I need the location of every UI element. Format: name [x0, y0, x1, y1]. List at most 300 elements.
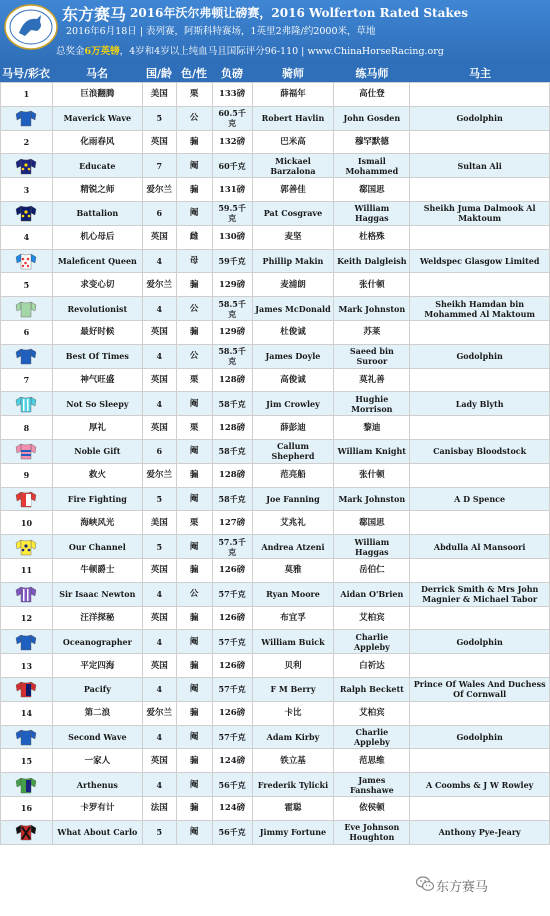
horse-number: 2: [1, 130, 53, 154]
horse-number: 11: [1, 558, 53, 582]
horse-cn-name: 汪洋探秘: [52, 606, 142, 630]
horse-color: 骟: [176, 606, 212, 630]
horse-country: 英国: [142, 320, 176, 344]
horse-color: 栗: [176, 511, 212, 535]
owner-cn-cell: [410, 654, 550, 678]
jockey-cn-name: 薛福年: [252, 83, 334, 107]
horse-sex: 公: [176, 344, 212, 368]
horse-color: 栗: [176, 83, 212, 107]
horse-age: 4: [142, 773, 176, 797]
racing-silk-icon: [1, 725, 53, 749]
horse-country: 爱尔兰: [142, 701, 176, 725]
horse-country: 英国: [142, 368, 176, 392]
owner-cn-cell: [410, 368, 550, 392]
jockey-en-name: James Doyle: [252, 344, 334, 368]
horse-age: 5: [142, 487, 176, 511]
owner-cn-cell: [410, 796, 550, 820]
horse-number: 8: [1, 416, 53, 440]
jockey-en-name: Ryan Moore: [252, 582, 334, 606]
owner-name: Lady Blyth: [410, 392, 550, 416]
jockey-cn-name: 麦坚: [252, 225, 334, 249]
racing-silk-icon: [1, 582, 53, 606]
header-banner: [0, 0, 550, 62]
race-subtitle: 2016年6月18日 | 表列赛，阿斯科特赛场，1英里2弗隆/约2000米，草地: [66, 26, 376, 37]
horse-number: 7: [1, 368, 53, 392]
horse-age: 4: [142, 344, 176, 368]
horse-cn-name: 化雨春风: [52, 130, 142, 154]
racing-silk-icon: [1, 249, 53, 273]
horse-cn-name: 神气旺盛: [52, 368, 142, 392]
horse-sex: 阉: [176, 439, 212, 463]
horse-weight-lbs: 124磅: [212, 749, 252, 773]
prize-prefix: 总奖金: [56, 46, 85, 57]
horse-sex: 阉: [176, 535, 212, 559]
horse-row-cn: [1, 83, 550, 107]
horse-country: 法国: [142, 796, 176, 820]
logo-emblem-icon: [3, 3, 59, 51]
horse-color: 骟: [176, 320, 212, 344]
horse-weight-kg: 59千克: [212, 249, 252, 273]
owner-cn-cell: [410, 416, 550, 440]
trainer-en-name: Mark Johnston: [334, 297, 410, 321]
col-jockey: 骑师: [282, 67, 304, 80]
horse-sex: 阉: [176, 201, 212, 225]
horse-color: 骟: [176, 796, 212, 820]
horse-weight-kg: 56千克: [212, 773, 252, 797]
owner-name: Canisbay Bloodstock: [410, 439, 550, 463]
trainer-cn-name: 莫礼善: [334, 368, 410, 392]
trainer-en-name: John Gosden: [334, 106, 410, 130]
owner-name: Godolphin: [410, 106, 550, 130]
horse-weight-lbs: 130磅: [212, 225, 252, 249]
horse-country: 爱尔兰: [142, 178, 176, 202]
owner-cn-cell: [410, 273, 550, 297]
horse-row-en: [1, 154, 550, 178]
horse-row-cn: [1, 511, 550, 535]
owner-cn-cell: [410, 749, 550, 773]
horse-age: 5: [142, 820, 176, 844]
trainer-en-name: Mark Johnston: [334, 487, 410, 511]
horse-en-name: Pacify: [52, 677, 142, 701]
horse-sex: 公: [176, 297, 212, 321]
horse-country: 美国: [142, 83, 176, 107]
horse-row-cn: [1, 654, 550, 678]
trainer-en-name: Keith Dalgleish: [334, 249, 410, 273]
racing-silk-icon: [1, 773, 53, 797]
horse-weight-lbs: 127磅: [212, 511, 252, 535]
horse-row-cn: [1, 416, 550, 440]
horse-color: 骟: [176, 654, 212, 678]
horse-en-name: Maleficent Queen: [52, 249, 142, 273]
trainer-en-name: William Knight: [334, 439, 410, 463]
horse-age: 4: [142, 392, 176, 416]
racing-silk-icon: [1, 439, 53, 463]
owner-cn-cell: [410, 558, 550, 582]
horse-row-cn: [1, 320, 550, 344]
horse-sex: 公: [176, 106, 212, 130]
trainer-en-name: Hughie Morrison: [334, 392, 410, 416]
horse-cn-name: 最好时候: [52, 320, 142, 344]
horse-row-en: [1, 535, 550, 559]
owner-cn-cell: [410, 83, 550, 107]
horse-color: 栗: [176, 368, 212, 392]
horse-color: 雌: [176, 225, 212, 249]
horse-color: 骟: [176, 130, 212, 154]
horse-cn-name: 精锐之师: [52, 178, 142, 202]
horse-row-en: [1, 773, 550, 797]
horse-color: 骟: [176, 463, 212, 487]
horse-color: 骟: [176, 749, 212, 773]
horse-weight-lbs: 126磅: [212, 654, 252, 678]
horse-row-cn: [1, 273, 550, 297]
horse-sex: 阉: [176, 487, 212, 511]
owner-name: Anthony Pye-Jeary: [410, 820, 550, 844]
owner-name: Godolphin: [410, 344, 550, 368]
jockey-cn-name: 薛彭迪: [252, 416, 334, 440]
trainer-en-name: James Fanshawe: [334, 773, 410, 797]
horse-row-cn: [1, 178, 550, 202]
horse-weight-lbs: 126磅: [212, 606, 252, 630]
horse-age: 4: [142, 677, 176, 701]
trainer-cn-name: 白祈达: [334, 654, 410, 678]
horse-sex: 母: [176, 249, 212, 273]
horse-number: 13: [1, 654, 53, 678]
trainer-en-name: Ismail Mohammed: [334, 154, 410, 178]
horse-color: 骟: [176, 558, 212, 582]
owner-name: Sheikh Juma Dalmook Al Maktoum: [410, 201, 550, 225]
trainer-cn-name: 艾柏宾: [334, 701, 410, 725]
horse-sex: 阉: [176, 630, 212, 654]
owner-name: Sheikh Hamdan bin Mohammed Al Maktoum: [410, 297, 550, 321]
horse-row-en: [1, 582, 550, 606]
horse-cn-name: 平定四海: [52, 654, 142, 678]
trainer-en-name: Aidan O'Brien: [334, 582, 410, 606]
wechat-icon: [416, 876, 434, 892]
horse-cn-name: 卡罗有计: [52, 796, 142, 820]
horse-en-name: Noble Gift: [52, 439, 142, 463]
horse-en-name: Arthenus: [52, 773, 142, 797]
horse-weight-kg: 58千克: [212, 439, 252, 463]
prize-suffix: ，4岁和4岁以上纯血马且国际评分96-110 | www.ChinaHorseRacing.org: [119, 46, 444, 57]
owner-name: Sultan Ali: [410, 154, 550, 178]
jockey-cn-name: 艾兆礼: [252, 511, 334, 535]
racing-silk-icon: [1, 201, 53, 225]
owner-name: Weldspec Glasgow Limited: [410, 249, 550, 273]
jockey-en-name: Callum Shepherd: [252, 439, 334, 463]
horse-number: 1: [1, 83, 53, 107]
trainer-cn-name: 杜格殊: [334, 225, 410, 249]
jockey-cn-name: 布宜孚: [252, 606, 334, 630]
horse-row-cn: [1, 606, 550, 630]
horse-number: 6: [1, 320, 53, 344]
horse-number: 14: [1, 701, 53, 725]
racing-silk-icon: [1, 535, 53, 559]
jockey-cn-name: 巴米高: [252, 130, 334, 154]
jockey-en-name: Joe Fanning: [252, 487, 334, 511]
horse-number: 16: [1, 796, 53, 820]
horse-sex: 阉: [176, 773, 212, 797]
horse-age: 6: [142, 439, 176, 463]
horse-cn-name: 一家人: [52, 749, 142, 773]
horse-number: 5: [1, 273, 53, 297]
horse-row-en: [1, 249, 550, 273]
racing-silk-icon: [1, 630, 53, 654]
col-country-age: 国/龄: [145, 67, 173, 80]
brand-name: 东方赛马: [62, 5, 127, 24]
col-horse: 马名: [86, 67, 108, 80]
trainer-cn-name: 郗国思: [334, 178, 410, 202]
trainer-en-name: Ralph Beckett: [334, 677, 410, 701]
horse-row-cn: [1, 749, 550, 773]
horse-color: 栗: [176, 416, 212, 440]
horse-number: 4: [1, 225, 53, 249]
horse-en-name: What About Carlo: [52, 820, 142, 844]
trainer-cn-name: 苏莱: [334, 320, 410, 344]
trainer-cn-name: 依侯顿: [334, 796, 410, 820]
col-number: 马号/彩衣: [1, 67, 51, 80]
horse-cn-name: 牛顿爵士: [52, 558, 142, 582]
horse-country: 英国: [142, 558, 176, 582]
jockey-cn-name: 郭善佳: [252, 178, 334, 202]
trainer-cn-name: 艾柏宾: [334, 606, 410, 630]
owner-cn-cell: [410, 463, 550, 487]
owner-cn-cell: [410, 511, 550, 535]
jockey-cn-name: 卡比: [252, 701, 334, 725]
horse-en-name: Second Wave: [52, 725, 142, 749]
horse-weight-lbs: 128磅: [212, 416, 252, 440]
horse-weight-lbs: 131磅: [212, 178, 252, 202]
horse-age: 4: [142, 297, 176, 321]
trainer-cn-name: 范思维: [334, 749, 410, 773]
jockey-cn-name: 杜俊诚: [252, 320, 334, 344]
jockey-en-name: F M Berry: [252, 677, 334, 701]
horse-color: 骟: [176, 701, 212, 725]
horse-row-en: [1, 677, 550, 701]
trainer-en-name: Charlie Appleby: [334, 630, 410, 654]
horse-cn-name: 海峡风光: [52, 511, 142, 535]
trainer-cn-name: 黎迪: [334, 416, 410, 440]
horse-sex: 阉: [176, 677, 212, 701]
horse-sex: 阉: [176, 725, 212, 749]
horse-weight-kg: 57.5千克: [212, 535, 252, 559]
horse-en-name: Battalion: [52, 201, 142, 225]
horse-sex: 阉: [176, 820, 212, 844]
col-color-sex: 色/性: [180, 67, 208, 80]
horse-weight-kg: 58.5千克: [212, 344, 252, 368]
column-header-row: [0, 62, 550, 82]
jockey-cn-name: 铁立基: [252, 749, 334, 773]
horse-en-name: Maverick Wave: [52, 106, 142, 130]
horse-en-name: Sir Isaac Newton: [52, 582, 142, 606]
trainer-cn-name: 穆罕默德: [334, 130, 410, 154]
horse-cn-name: 第二浪: [52, 701, 142, 725]
racing-silk-icon: [1, 820, 53, 844]
horse-en-name: Not So Sleepy: [52, 392, 142, 416]
horse-sex: 阉: [176, 154, 212, 178]
racing-silk-icon: [1, 392, 53, 416]
horse-country: 爱尔兰: [142, 273, 176, 297]
horse-country: 英国: [142, 130, 176, 154]
jockey-en-name: Robert Havlin: [252, 106, 334, 130]
horse-weight-lbs: 124磅: [212, 796, 252, 820]
horse-weight-kg: 58千克: [212, 392, 252, 416]
owner-cn-cell: [410, 178, 550, 202]
racing-silk-icon: [1, 106, 53, 130]
horse-sex: 阉: [176, 392, 212, 416]
jockey-en-name: Phillip Makin: [252, 249, 334, 273]
horse-weight-kg: 57千克: [212, 630, 252, 654]
horse-weight-lbs: 128磅: [212, 368, 252, 392]
horse-row-en: [1, 630, 550, 654]
horse-en-name: Oceanographer: [52, 630, 142, 654]
trainer-cn-name: 岳伯仁: [334, 558, 410, 582]
horse-weight-lbs: 126磅: [212, 558, 252, 582]
owner-cn-cell: [410, 606, 550, 630]
owner-name: A Coombs & J W Rowley: [410, 773, 550, 797]
horse-weight-lbs: 132磅: [212, 130, 252, 154]
jockey-cn-name: 贝利: [252, 654, 334, 678]
horse-cn-name: 救火: [52, 463, 142, 487]
horse-row-cn: [1, 368, 550, 392]
horse-age: 4: [142, 582, 176, 606]
trainer-en-name: William Haggas: [334, 201, 410, 225]
horse-country: 英国: [142, 749, 176, 773]
horse-row-en: [1, 487, 550, 511]
col-weight: 负磅: [221, 67, 243, 80]
racing-silk-icon: [1, 344, 53, 368]
horse-row-cn: [1, 796, 550, 820]
horse-en-name: Fire Fighting: [52, 487, 142, 511]
trainer-en-name: Saeed bin Suroor: [334, 344, 410, 368]
horse-weight-kg: 60千克: [212, 154, 252, 178]
horse-row-en: [1, 201, 550, 225]
jockey-en-name: Adam Kirby: [252, 725, 334, 749]
trainer-en-name: Eve Johnson Houghton: [334, 820, 410, 844]
horse-color: 骟: [176, 273, 212, 297]
horse-cn-name: 厚礼: [52, 416, 142, 440]
trainer-cn-name: 张什顿: [334, 463, 410, 487]
horse-row-en: [1, 725, 550, 749]
horse-country: 英国: [142, 416, 176, 440]
owner-cn-cell: [410, 225, 550, 249]
horse-cn-name: 求变心切: [52, 273, 142, 297]
horse-row-cn: [1, 701, 550, 725]
horse-color: 骟: [176, 178, 212, 202]
horse-weight-kg: 57千克: [212, 677, 252, 701]
horse-number: 15: [1, 749, 53, 773]
owner-name: Godolphin: [410, 630, 550, 654]
horse-weight-kg: 59.5千克: [212, 201, 252, 225]
racing-silk-icon: [1, 154, 53, 178]
horse-age: 5: [142, 106, 176, 130]
horse-weight-kg: 56千克: [212, 820, 252, 844]
trainer-en-name: Charlie Appleby: [334, 725, 410, 749]
owner-name: Prince Of Wales And Duchess Of Cornwall: [410, 677, 550, 701]
horse-weight-kg: 58.5千克: [212, 297, 252, 321]
horse-row-en: [1, 820, 550, 844]
jockey-cn-name: 霍聪: [252, 796, 334, 820]
jockey-en-name: Mickael Barzalona: [252, 154, 334, 178]
horse-cn-name: 巨浪翻腾: [52, 83, 142, 107]
horse-number: 9: [1, 463, 53, 487]
horse-country: 爱尔兰: [142, 463, 176, 487]
owner-name: Abdulla Al Mansoori: [410, 535, 550, 559]
horse-weight-lbs: 129磅: [212, 320, 252, 344]
horse-weight-kg: 57千克: [212, 582, 252, 606]
jockey-en-name: Pat Cosgrave: [252, 201, 334, 225]
owner-name: A D Spence: [410, 487, 550, 511]
horse-en-name: Revolutionist: [52, 297, 142, 321]
horse-row-cn: [1, 130, 550, 154]
horse-age: 7: [142, 154, 176, 178]
jockey-en-name: William Buick: [252, 630, 334, 654]
jockey-en-name: Andrea Atzeni: [252, 535, 334, 559]
horse-en-name: Educate: [52, 154, 142, 178]
owner-cn-cell: [410, 320, 550, 344]
col-owner: 马主: [469, 67, 491, 80]
horse-country: 英国: [142, 225, 176, 249]
col-trainer: 练马师: [355, 67, 389, 80]
horse-row-en: [1, 297, 550, 321]
horse-number: 10: [1, 511, 53, 535]
horse-country: 美国: [142, 511, 176, 535]
jockey-cn-name: 范亮船: [252, 463, 334, 487]
horse-row-cn: [1, 225, 550, 249]
racing-silk-icon: [1, 297, 53, 321]
owner-cn-cell: [410, 701, 550, 725]
horse-weight-lbs: 128磅: [212, 463, 252, 487]
horse-en-name: Our Channel: [52, 535, 142, 559]
wechat-account-name: 东方赛马: [436, 880, 489, 895]
prize-amount: 6万英镑: [84, 46, 120, 57]
horse-en-name: Best Of Times: [52, 344, 142, 368]
trainer-cn-name: 郗国思: [334, 511, 410, 535]
horse-weight-kg: 57千克: [212, 725, 252, 749]
jockey-cn-name: 高俊诚: [252, 368, 334, 392]
horse-age: 4: [142, 249, 176, 273]
horse-row-en: [1, 392, 550, 416]
horse-row-en: [1, 344, 550, 368]
jockey-cn-name: 莫雅: [252, 558, 334, 582]
horse-cn-name: 机心母后: [52, 225, 142, 249]
jockey-en-name: James McDonald: [252, 297, 334, 321]
jockey-en-name: Jimmy Fortune: [252, 820, 334, 844]
horse-number: 3: [1, 178, 53, 202]
horse-number: 12: [1, 606, 53, 630]
horse-country: 英国: [142, 654, 176, 678]
horse-weight-lbs: 133磅: [212, 83, 252, 107]
jockey-en-name: Frederik Tylicki: [252, 773, 334, 797]
horse-row-cn: [1, 463, 550, 487]
jockey-cn-name: 麦浦朗: [252, 273, 334, 297]
horse-country: 英国: [142, 606, 176, 630]
horse-row-cn: [1, 558, 550, 582]
horse-weight-kg: 60.5千克: [212, 106, 252, 130]
race-card-table: [0, 82, 550, 845]
racing-silk-icon: [1, 677, 53, 701]
horse-age: 4: [142, 725, 176, 749]
horse-age: 6: [142, 201, 176, 225]
horse-age: 5: [142, 535, 176, 559]
owner-name: Derrick Smith & Mrs John Magnier & Michael Tabor: [410, 582, 550, 606]
horse-age: 4: [142, 630, 176, 654]
trainer-en-name: William Haggas: [334, 535, 410, 559]
trainer-cn-name: 高仕登: [334, 83, 410, 107]
racing-silk-icon: [1, 487, 53, 511]
horse-row-en: [1, 106, 550, 130]
horse-weight-lbs: 129磅: [212, 273, 252, 297]
owner-cn-cell: [410, 130, 550, 154]
